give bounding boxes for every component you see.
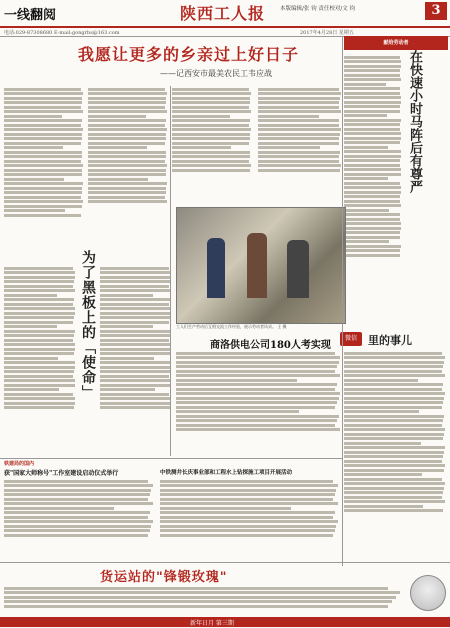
merchant-headline: 商洛供电公司180人考实现	[210, 340, 331, 351]
left-block-text	[4, 478, 154, 558]
wechat-text	[344, 350, 446, 570]
sidebar-text	[344, 54, 402, 324]
contact-info: 电话:029-87308680 E-mail:gongrbs@163.com	[4, 30, 120, 36]
footer-bar	[0, 617, 450, 627]
sidebar-header: 献给劳动者	[344, 36, 448, 50]
left-block-title: 铁建局的国内	[4, 461, 35, 467]
merchant-text	[176, 350, 342, 460]
text-column-3	[172, 86, 252, 204]
bottom-headline: 货运站的"锋锻玫瑰"	[100, 570, 228, 585]
date-line: 本版编辑/张 钧 责任校对/文 钧	[280, 6, 355, 12]
footer-text: 新年日月 第三期	[190, 620, 234, 627]
section-divider	[0, 458, 342, 459]
sidebar-vertical-title: 在快速小时马阵后有尊严	[407, 50, 422, 193]
issue-date: 2017年4月28日 星期五	[300, 30, 354, 36]
text-column-1	[4, 86, 84, 261]
news-photo	[176, 207, 346, 324]
masthead	[0, 0, 450, 28]
newspaper-name: 陕西工人报	[180, 4, 266, 23]
left-block-headline: 获"国家大师称号"工作室建设启动仪式举行	[4, 470, 119, 477]
page-number: 3	[425, 2, 447, 20]
section-name: 一线翻阅	[4, 8, 57, 23]
photo-caption: 工人们生产劳动后互相交流工作经验，展示劳动者风采。 王 摄	[176, 324, 287, 329]
column-divider	[342, 36, 343, 566]
text-column-4	[258, 86, 342, 204]
text-column-2	[88, 86, 168, 246]
bottom-text	[4, 585, 404, 615]
photo-person-2	[247, 233, 267, 298]
text-column-5	[4, 265, 76, 460]
wechat-title: 里的事儿	[368, 334, 412, 347]
main-subhead: ——记西安市最美农民工韦应战	[160, 69, 272, 78]
mid-block-headline: 中铁测井长庆事业部和工程水上钻探施工项目开展活动	[160, 470, 293, 476]
column-divider	[170, 86, 171, 456]
mid-block-text	[160, 478, 340, 558]
portrait-sketch	[410, 575, 446, 611]
section-divider	[0, 562, 450, 563]
photo-person-1	[207, 238, 225, 298]
wechat-badge: 微信	[340, 332, 362, 346]
main-headline: 我愿让更多的乡亲过上好日子	[78, 45, 300, 64]
text-column-6	[100, 265, 172, 460]
vertical-title: 为了黑板上的「使命」	[80, 250, 96, 400]
photo-person-3	[287, 240, 309, 298]
